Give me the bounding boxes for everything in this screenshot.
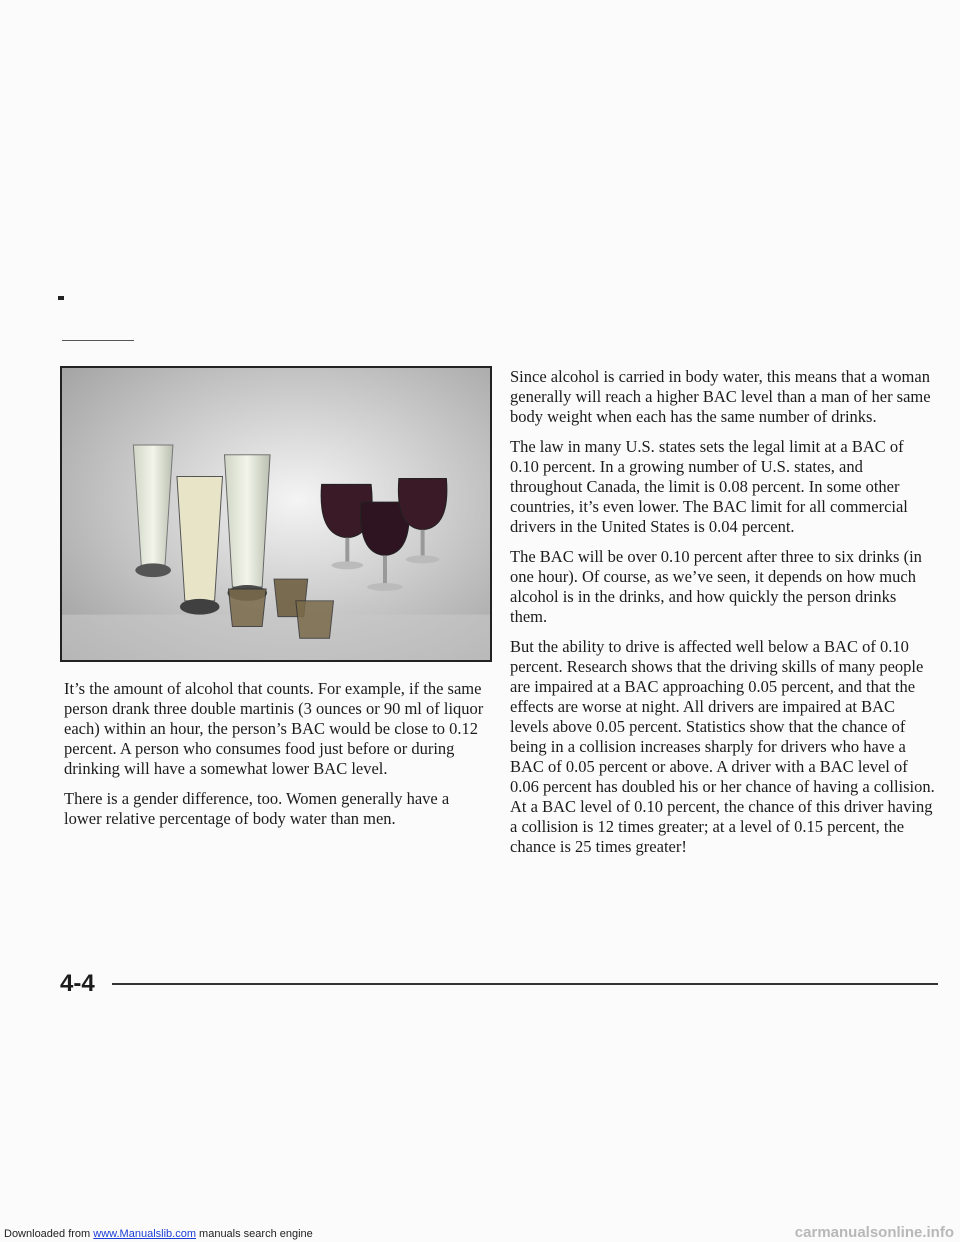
download-footer: [4, 1228, 313, 1241]
drinks-illustration: [62, 368, 490, 660]
paragraph-body-water: Since alcohol is carried in body water, this means that a woman generally will reach a higher BAC level than a man of her same body weight when each has the same number of drinks.: [510, 367, 931, 426]
right-column: [510, 367, 935, 867]
paragraph-alcohol-amount: It’s the amount of alcohol that counts. For example, if the same person drank three double martinis (3 ounces or 90 ml of liquor each) within an hour, the person’s BAC would be close to 0.12 percent. A person who consumes food just before or during drinking will have a somewhat lower BAC level.: [64, 679, 484, 778]
watermark-logo: carmanualsonline.info: [794, 1224, 954, 1241]
page-number: 4-4: [60, 970, 95, 997]
manualslib-link[interactable]: www.Manualslib.com: [93, 1228, 196, 1240]
footer-prefix: Downloaded from: [4, 1228, 94, 1240]
drinks-photo: [60, 366, 492, 662]
footer-suffix: manuals search engine: [195, 1228, 313, 1240]
header-rule: [62, 340, 134, 341]
paragraph-number-of-drinks: The BAC will be over 0.10 percent after three to six drinks (in one hour). Of course, as we’ve seen, it depends on how much alcohol is in the drinks, and how quickly the person drinks them.: [510, 547, 922, 626]
paragraph-gender-difference: There is a gender difference, too. Women generally have a lower relative percentage of body water than men.: [64, 789, 450, 828]
paragraph-legal-limit: The law in many U.S. states sets the legal limit at a BAC of 0.10 percent. In a growing number of U.S. states, and throughout Canada, the limit is 0.08 percent. In some other countries, it’s even lower. The BAC limit for all commercial drivers in the United States is 0.04 percent.: [510, 437, 908, 536]
paragraph-driving-impairment: But the ability to drive is affected well below a BAC of 0.10 percent. Research shows that the driving skills of many people are impaired at a BAC approaching 0.05 percent, and that the effects are worse at night. All drivers are impaired at BAC levels above 0.05 percent. Statistics show that the chance of being in a collision increases sharply for drivers who have a BAC of 0.05 percent or above. A driver with a BAC level of 0.06 percent has doubled his or her chance of having a collision. At a BAC level of 0.10 percent, the chance of this driver having a collision is 12 times greater; at a level of 0.15 percent, the chance is 25 times greater!: [510, 637, 935, 856]
margin-mark: [58, 296, 64, 300]
footer-rule: [112, 983, 938, 985]
left-column: [64, 679, 484, 839]
